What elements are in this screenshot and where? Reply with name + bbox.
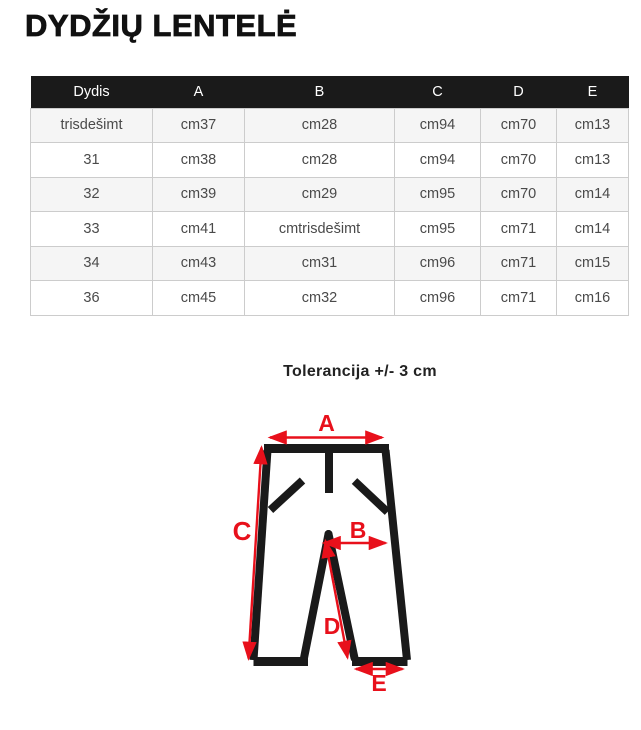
dim-label-a: A — [318, 410, 335, 436]
col-header-d: D — [513, 83, 524, 100]
dim-label-e: E — [371, 670, 387, 696]
table-cell: cmtrisdešimt — [245, 212, 395, 247]
table-cell: trisdešimt — [31, 108, 153, 143]
table-cell: cm37 — [153, 108, 245, 143]
table-row — [31, 143, 629, 178]
table-cell: cm94 — [395, 143, 481, 178]
dim-label-c: C — [232, 516, 252, 546]
table-cell: cm70 — [481, 143, 557, 178]
page-title: DYDŽIŲ LENTELĖ — [25, 8, 298, 43]
table-cell: 34 — [31, 246, 153, 281]
table-row — [31, 281, 629, 316]
table-cell: cm32 — [245, 281, 395, 316]
table-cell: cm39 — [153, 177, 245, 212]
table-cell: cm45 — [153, 281, 245, 316]
table-cell: cm71 — [481, 212, 557, 247]
table-cell: cm13 — [557, 108, 629, 143]
table-cell: cm70 — [481, 177, 557, 212]
table-cell: cm14 — [557, 212, 629, 247]
size-table-header — [31, 76, 629, 108]
table-cell: cm28 — [245, 143, 395, 178]
size-table-body — [31, 108, 629, 315]
table-cell: cm31 — [245, 246, 395, 281]
table-cell: cm43 — [153, 246, 245, 281]
col-header-a: A — [193, 83, 204, 100]
table-cell: 33 — [31, 212, 153, 247]
table-cell: cm15 — [557, 246, 629, 281]
table-cell: 31 — [31, 143, 153, 178]
table-row — [31, 212, 629, 247]
table-cell: cm13 — [557, 143, 629, 178]
table-row — [31, 108, 629, 143]
col-header-dydis: Dydis — [73, 83, 110, 100]
table-cell: cm95 — [395, 212, 481, 247]
table-cell: cm28 — [245, 108, 395, 143]
header-row — [31, 76, 629, 108]
dim-label-b: B — [349, 517, 367, 543]
table-row — [31, 177, 629, 212]
table-cell: 32 — [31, 177, 153, 212]
pants-measurement-diagram — [225, 400, 435, 710]
col-header-e: E — [587, 83, 598, 100]
col-header-c: C — [432, 83, 443, 100]
table-cell: cm29 — [245, 177, 395, 212]
size-table — [30, 76, 629, 316]
table-cell: cm95 — [395, 177, 481, 212]
table-cell: cm96 — [395, 246, 481, 281]
table-cell: cm71 — [481, 281, 557, 316]
col-header-b: B — [314, 83, 325, 100]
table-row — [31, 246, 629, 281]
table-cell: cm14 — [557, 177, 629, 212]
table-cell: cm71 — [481, 246, 557, 281]
table-cell: cm70 — [481, 108, 557, 143]
dim-label-d: D — [323, 613, 341, 639]
table-cell: cm38 — [153, 143, 245, 178]
table-cell: cm16 — [557, 281, 629, 316]
table-cell: cm96 — [395, 281, 481, 316]
tolerance-note: Tolerancija +/- 3 cm — [283, 363, 437, 380]
table-cell: cm94 — [395, 108, 481, 143]
table-cell: cm41 — [153, 212, 245, 247]
table-cell: 36 — [31, 281, 153, 316]
